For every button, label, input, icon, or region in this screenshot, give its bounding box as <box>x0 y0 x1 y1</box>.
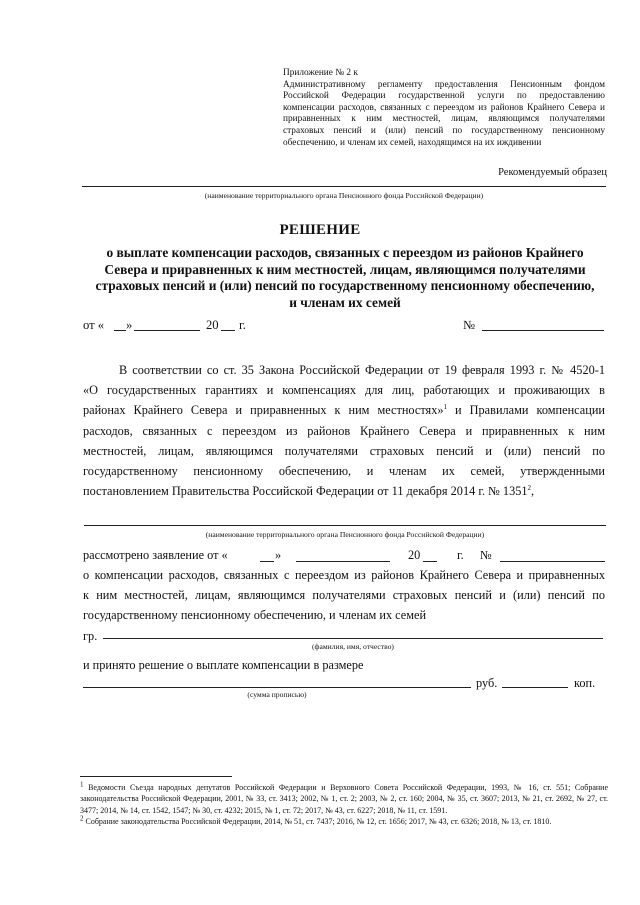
subtitle-line: Севера и приравненных к ним местностей, лицам, являющимся получателями <box>104 261 586 277</box>
citizen-label: гр. <box>83 629 98 643</box>
paragraph-line: В соответствии со ст. 35 Закона Российской Федерации от 19 февраля 1993 г. № 4520-1 <box>119 363 605 377</box>
footnote-separator <box>80 776 232 777</box>
sum-caption: (сумма прописью) <box>247 690 307 699</box>
footnote-1 <box>80 782 608 816</box>
day-field <box>114 330 126 331</box>
paragraph-line: «О государственных гарантиях и компенсациях для лиц, работающих и проживающих в <box>83 383 605 398</box>
organ-name-line <box>82 186 606 187</box>
month-field <box>134 330 200 331</box>
app-day-field <box>260 561 274 562</box>
app-year-suffix: г. <box>457 548 464 562</box>
paragraph-line: государственному пенсионному обеспечению, и членам их семей, утвержденными <box>83 464 605 479</box>
app-number-label: № <box>480 548 492 562</box>
sum-field <box>83 687 471 688</box>
fio-caption: (фамилия, имя, отчество) <box>312 642 394 651</box>
paragraph-text: районах Крайнего Севера и приравненных к ним местностях» <box>83 403 444 418</box>
compensation-paragraph <box>83 565 605 626</box>
footnotes <box>80 782 608 827</box>
appendix-line: страховых пенсий и (или) пенсий по государственному пенсионному <box>283 125 605 136</box>
appendix-line: обеспечению, и членам их семей, находящимся на их иждивении <box>283 137 542 148</box>
year-prefix: 20 <box>206 318 219 332</box>
paragraph-line: о компенсации расходов, связанных с переездом из районов Крайнего Севера и приравненных <box>83 568 605 582</box>
appendix-line: приравненных к ним местностей, лицам, являющимся получателями <box>283 114 605 125</box>
document-title: РЕШЕНИЕ <box>279 222 361 238</box>
footnote-ref-1: 1 <box>443 403 448 412</box>
date-close-quote: » <box>126 318 133 332</box>
appendix-block <box>283 68 605 149</box>
footnote-text: Ведомости Съезда народных депутатов Российской Федерации и Верховного Совета Российской Федерации, 1993, № 16, ст. 551; Собрание законодательства Российской Федерации, 2001, № 33, ст. 3413; 2002, № 1, ст. 2; 2003, № 2, ст. 160; 2004, № 35, ст. 3607; 2013, № 21, ст. 2692, № 27, ст. 3477; 2014, № 14, ст. 1542, 1547; № 30, ст. 4232; 2015, № 1, ст. 72; 2017, № 43, ст. 6227; 2018, № 11, ст. 1591. <box>80 783 608 815</box>
date-row <box>83 315 104 335</box>
paragraph-line <box>83 481 605 501</box>
kop-field <box>502 687 568 688</box>
subtitle-line: о выплате компенсации расходов, связанных с переездом из районов Крайнего <box>106 245 584 260</box>
date-from-label: от « <box>83 318 105 332</box>
appendix-line: компенсации расходов, связанных с переездом из районов Крайнего Севера и <box>283 102 605 113</box>
number-field <box>482 330 604 331</box>
appendix-line: Административному регламенту предоставления Пенсионным фондом <box>283 79 605 90</box>
kop-label: коп. <box>574 676 596 690</box>
rub-label: руб. <box>476 676 498 690</box>
decision-text: и принято решение о выплате компенсации в размере <box>83 658 364 672</box>
year-suffix: г. <box>239 318 246 332</box>
sample-label: Рекомендуемый образец <box>498 167 607 178</box>
app-year-field <box>423 561 437 562</box>
footnote-2 <box>80 816 608 827</box>
app-year-prefix: 20 <box>408 548 421 562</box>
paragraph-line: к ним местностей, лицам, являющимся получателями страховых пенсий и (или) пенсий по <box>83 588 605 603</box>
paragraph-line: государственному пенсионному обеспечению, и членам их семей <box>83 608 427 623</box>
paragraph-text: и Правилами компенсации <box>447 403 605 418</box>
footnote-text: Собрание законодательства Российской Федерации, 2014, № 51, ст. 7437; 2016, № 12, ст. 1656; 2017, № 43, ст. 6326; 2018, № 13, ст. 1810. <box>83 816 552 826</box>
paragraph-line <box>83 400 605 420</box>
appendix-line: Приложение № 2 к <box>283 68 358 78</box>
organ-name-line-2 <box>84 525 606 526</box>
app-number-field <box>500 561 605 562</box>
citizen-name-field <box>103 638 603 639</box>
paragraph-text: постановлением Правительства Российской Федерации от 11 декабря 2014 г. № 1351 <box>83 484 528 499</box>
subtitle-line: страховых пенсий и (или) пенсий по государственному пенсионному обеспечению, <box>95 278 595 294</box>
main-paragraph <box>83 360 605 501</box>
organ-name-caption: (наименование территориального органа Пенсионного фонда Российской Федерации) <box>204 191 484 200</box>
paragraph-text: , <box>531 484 535 499</box>
year-field <box>221 330 235 331</box>
considered-label: рассмотрено заявление от « <box>83 548 228 562</box>
considered-close-quote: » <box>275 548 282 562</box>
app-month-field <box>296 561 390 562</box>
footnote-ref-2: 2 <box>527 484 532 493</box>
organ-name-caption-2: (наименование территориального органа Пенсионного фонда Российской Федерации) <box>205 530 485 539</box>
paragraph-line: местностей, лицам, являющимся получателями страховых пенсий и (или) пенсий по <box>83 443 605 458</box>
document-subtitle <box>85 245 605 311</box>
subtitle-line: и членам их семей <box>289 294 401 310</box>
footnote-mark: 1 <box>80 780 84 789</box>
number-label: № <box>463 318 476 332</box>
appendix-line: Российской Федерации государственной услуги по предоставлению <box>283 91 605 102</box>
paragraph-line: расходов, связанных с переездом из районов Крайнего Севера и приравненных к ним <box>83 423 605 438</box>
footnote-mark: 2 <box>80 814 84 823</box>
